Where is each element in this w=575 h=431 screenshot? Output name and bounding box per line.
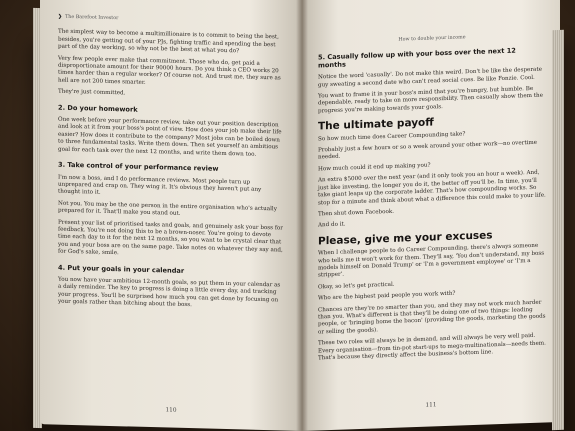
excuses-paragraph-4: Chances are they're no smarter than you, and they may not work much harder than you. What's different is that they'll be doing one of two things: leading people, or 'bringing home the bacon' (providing the goods, marketing the goods or selling the goods). xyxy=(318,299,546,336)
payoff-paragraph-2: Probably just a few hours or so a week around your other work—no overtime needed. xyxy=(318,139,537,161)
left-running-head-title: The Barefoot Investor xyxy=(65,14,119,22)
heading-ultimate-payoff: The ultimate payoff xyxy=(318,116,434,133)
excuses-paragraph-1: When I challenge people to do Career Compounding, there's always someone who tells me it won't work for them. They'll say, 'You don't understand, my boss models himself on Donald Trump' or 'I'm a government employee' or 'I'm a stripper'. xyxy=(318,242,545,279)
review-paragraph-2: Not you. You may be the one person in the entire organisation who's actually prepared for it. That'll make you stand out. xyxy=(58,200,277,217)
excuses-paragraph-2: Okay, so let's get practical. xyxy=(318,281,395,291)
left-intro-2: Very few people ever make that commitment. Those who do, get paid a disproportionate amount for their 90000 hours. Do you think a CEO works 20 times harder than a regular worker? Of course not. And trust me, they sure as hell are not 200 times smarter. xyxy=(58,55,281,86)
right-running-head xyxy=(318,31,546,46)
left-running-head xyxy=(58,14,284,27)
follow-up-paragraph-1: Notice the word 'casually'. Do not make this weird. Don't be like the desperate guy sweating a second date who can't read social cues. Be like Fonzie. Cool. xyxy=(318,66,542,89)
excuses-paragraph-3: Who are the highest paid people you work with? xyxy=(318,290,456,302)
left-page-number: 110 xyxy=(165,407,177,414)
payoff-paragraph-1: So how much time does Career Compounding take? xyxy=(318,130,466,143)
payoff-paragraph-3: How much could it end up making you? xyxy=(318,162,431,173)
left-page-text xyxy=(58,14,284,317)
left-page xyxy=(40,0,302,431)
right-page-edges xyxy=(552,30,564,430)
calendar-paragraph: You now have your ambitious 12-month goals, so put them in your calendar as a daily reminder. The key to progress is doing a little every day, and tracking your progress. You'll be surprised how much you can get done by focusing on your goals rather than bitching about the boss. xyxy=(58,276,281,309)
left-intro-1: The simplest way to become a multimillionaire is to commit to being the best, besides, you're getting out of your PJs, fighting traffic and spending the best part of the day working, so why not be the best at what you do? xyxy=(58,29,279,55)
heading-follow-up-boss: 5. Casually follow up with your boss over the next 12 months xyxy=(318,46,516,70)
excuses-paragraph-5: These two roles will always be in demand, and will always be very well paid. Every organisation—from tin-pot start-ups to mega-multinationals—needs them. That's because they directly affect the business's bottom line. xyxy=(318,333,546,362)
heading-performance-review: 3. Take control of your performance review xyxy=(58,160,219,173)
right-page xyxy=(302,0,560,431)
barefoot-mark-icon: ❯ xyxy=(58,13,63,20)
left-intro-3: They're just committed. xyxy=(58,88,126,97)
review-paragraph-1: I'm now a boss, and I do performance reviews. Most people turn up unprepared and crap on. They wing it. It's obvious they haven't put any thought into it. xyxy=(58,174,262,197)
homework-paragraph: One week before your performance review, take out your position description and look at it from your boss's point of view. How does your job make their life easier? How does it contribute to the company? Most jobs can be boiled down to three fundamental tasks. Write them down. Then set yourself an ambitious goal for each task over the next 12 months, and write them down too. xyxy=(58,116,282,158)
right-page-text xyxy=(318,31,546,366)
follow-up-paragraph-2: You want to frame it in your boss's mind that you're hungry, but humble. Be dependable, ready to take on more responsibility. Then casually show them the progress you're making towards your goals. xyxy=(318,85,543,115)
right-running-head-title: How to double your income xyxy=(398,35,466,43)
review-paragraph-3: Present your list of prioritised tasks and goals, and genuinely ask your boss for feedback. You're not doing this to be a brown-noser. You're going to devote time each day to it for the next 12 months, so you want to be crystal clear that you and your boss are on the same page. Take notes on whatever they say and, for God's sake, smile. xyxy=(58,219,283,257)
payoff-paragraph-5: Then shut down Facebook. xyxy=(318,208,395,218)
heading-excuses: Please, give me your excuses xyxy=(318,229,493,248)
heading-do-your-homework: 2. Do your homework xyxy=(58,103,138,114)
heading-goals-calendar: 4. Put your goals in your calendar xyxy=(58,263,185,275)
payoff-paragraph-4: An extra $5000 over the next year (and it only took you an hour a week). And, just like investing, the longer you do it, the better off you'll be. In time, you'll take giant leaps up the corporate ladder. That's how compounding works. So stop for a minute and think about what a difference this could make to your life. xyxy=(318,169,546,206)
right-page-number: 111 xyxy=(425,402,437,409)
book-gutter xyxy=(296,0,308,431)
payoff-paragraph-6: And do it. xyxy=(318,221,346,229)
